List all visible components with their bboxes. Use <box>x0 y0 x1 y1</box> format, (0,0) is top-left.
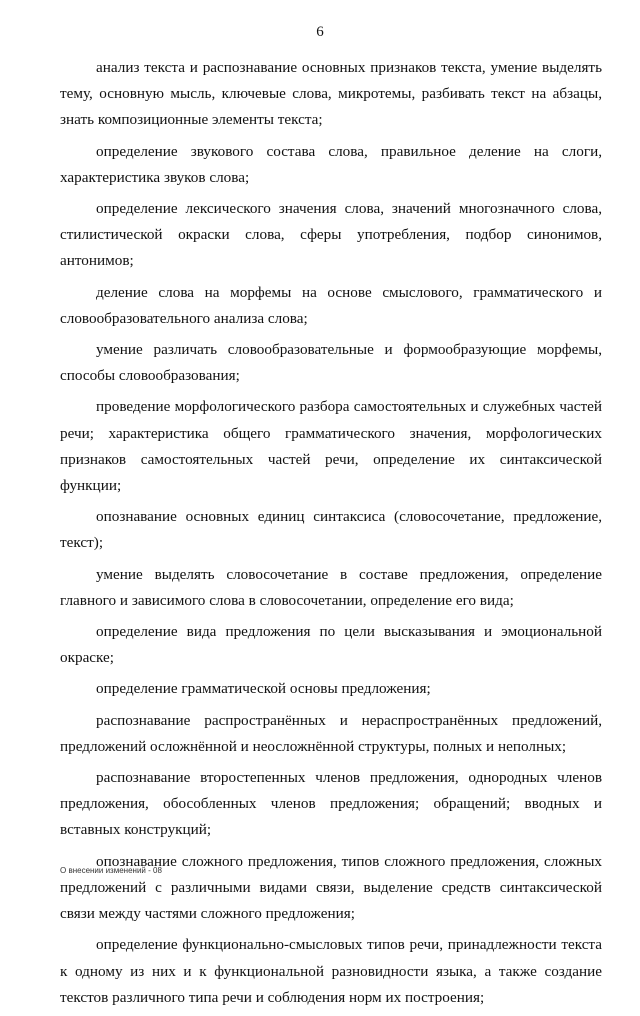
paragraph: распознавание второстепенных членов предложения, однородных членов предложения, обособленных членов предложения; обращений; вводных и вставных конструкций; <box>60 769 602 839</box>
paragraph: деление слова на морфемы на основе смыслового, грамматического и словообразовательного анализа слова; <box>60 283 602 327</box>
paragraph: распознавание распространённых и нераспространённых предложений, предложений осложнённой и неосложнённой структуры, полных и неполных; <box>60 711 602 755</box>
paragraph: определение функционально-смысловых типов речи, принадлежности текста к одному из них и к функциональной разновидности языка, а также создание текстов различного типа речи и соблюдения норм их построения; <box>60 936 602 1006</box>
paragraph: опознавание сложного предложения, типов сложного предложения, сложных предложений с различными видами связи, выделение средств синтаксической связи между частями сложного предложения; <box>60 852 602 923</box>
page-number: 6 <box>316 24 324 40</box>
paragraph: анализ текста и распознавание основных признаков текста, умение выделять тему, основную мысль, ключевые слова, микротемы, разбивать текст на абзацы, знать композиционные элементы текста; <box>60 59 602 129</box>
paragraph: определение лексического значения слова, значений многозначного слова, стилистической окраски слова, сферы употребления, подбор синонимов, антонимов; <box>60 200 602 270</box>
footer-note: О внесении изменений - 08 <box>60 866 162 875</box>
paragraph: опознавание основных единиц синтаксиса (словосочетание, предложение, текст); <box>60 508 602 552</box>
paragraph: умение выделять словосочетание в составе предложения, определение главного и зависимого слова в словосочетании, определение его вида; <box>60 565 602 609</box>
paragraph: умение различать словообразовательные и формообразующие морфемы, способы словообразования; <box>60 341 602 385</box>
paragraph: определение грамматической основы предложения; <box>96 680 431 698</box>
paragraph: определение звукового состава слова, правильное деление на слоги, характеристика звуков слова; <box>60 142 602 186</box>
paragraph: определение вида предложения по цели высказывания и эмоциональной окраске; <box>60 623 602 667</box>
paragraph: проведение морфологического разбора самостоятельных и служебных частей речи; характеристика общего грамматического значения, морфологических признаков самостоятельных частей речи, определение их синтаксической функции; <box>60 398 602 495</box>
